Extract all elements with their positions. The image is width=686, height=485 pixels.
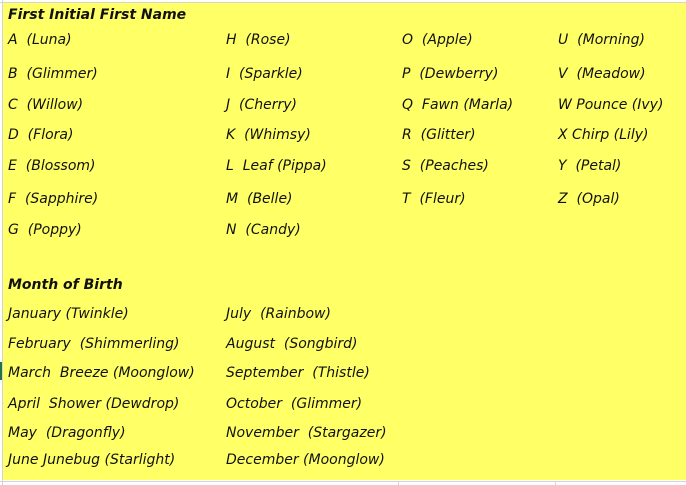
initial-name-cell[interactable]: G (Poppy) bbox=[8, 222, 82, 238]
month-name-cell[interactable]: January (Twinkle) bbox=[8, 306, 129, 322]
month-name-cell[interactable]: November (Stargazer) bbox=[226, 425, 387, 441]
initial-name-cell[interactable]: O (Apple) bbox=[402, 32, 473, 48]
initial-name-cell[interactable]: D (Flora) bbox=[8, 127, 74, 143]
initial-name-cell[interactable]: S (Peaches) bbox=[402, 158, 489, 174]
initial-name-cell[interactable]: H (Rose) bbox=[226, 32, 291, 48]
initial-name-cell[interactable]: P (Dewberry) bbox=[402, 66, 499, 82]
initial-name-cell[interactable]: L Leaf (Pippa) bbox=[226, 158, 327, 174]
month-name-cell[interactable]: October (Glimmer) bbox=[226, 396, 363, 412]
initial-name-cell[interactable]: R (Glitter) bbox=[402, 127, 476, 143]
gridline bbox=[555, 481, 556, 485]
initial-name-cell[interactable]: Y (Petal) bbox=[558, 158, 622, 174]
month-name-cell[interactable]: September (Thistle) bbox=[226, 365, 370, 381]
initial-name-cell[interactable]: F (Sapphire) bbox=[8, 191, 99, 207]
gridline bbox=[0, 481, 686, 482]
initial-name-cell[interactable]: A (Luna) bbox=[8, 32, 72, 48]
initial-name-cell[interactable]: M (Belle) bbox=[226, 191, 293, 207]
initial-name-cell[interactable]: B (Glimmer) bbox=[8, 66, 98, 82]
month-header[interactable]: Month of Birth bbox=[8, 277, 123, 293]
initial-name-cell[interactable]: X Chirp (Lily) bbox=[558, 127, 649, 143]
initial-name-cell[interactable]: N (Candy) bbox=[226, 222, 301, 238]
initial-name-cell[interactable]: C (Willow) bbox=[8, 97, 84, 113]
initial-name-cell[interactable]: K (Whimsy) bbox=[226, 127, 311, 143]
initial-name-cell[interactable]: E (Blossom) bbox=[8, 158, 96, 174]
initial-name-cell[interactable]: V (Meadow) bbox=[558, 66, 646, 82]
month-name-cell[interactable]: May (Dragonfly) bbox=[8, 425, 126, 441]
month-name-cell[interactable]: July (Rainbow) bbox=[226, 306, 331, 322]
initial-name-cell[interactable]: Z (Opal) bbox=[558, 191, 620, 207]
initial-name-cell[interactable]: W Pounce (Ivy) bbox=[558, 97, 664, 113]
initial-name-cell[interactable]: I (Sparkle) bbox=[226, 66, 303, 82]
gridline bbox=[398, 481, 399, 485]
month-name-cell[interactable]: April Shower (Dewdrop) bbox=[8, 396, 180, 412]
initial-name-cell[interactable]: T (Fleur) bbox=[402, 191, 466, 207]
initial-name-cell[interactable]: Q Fawn (Marla) bbox=[402, 97, 514, 113]
initial-name-cell[interactable]: J (Cherry) bbox=[226, 97, 298, 113]
first-initial-header[interactable]: First Initial First Name bbox=[8, 7, 187, 23]
month-name-cell[interactable]: February (Shimmerling) bbox=[8, 336, 180, 352]
month-name-cell[interactable]: March Breeze (Moonglow) bbox=[8, 365, 195, 381]
selected-row-indicator bbox=[0, 362, 2, 380]
month-name-cell[interactable]: August (Songbird) bbox=[226, 336, 358, 352]
month-name-cell[interactable]: June Junebug (Starlight) bbox=[8, 452, 176, 468]
initial-name-cell[interactable]: U (Morning) bbox=[558, 32, 645, 48]
month-name-cell[interactable]: December (Moonglow) bbox=[226, 452, 385, 468]
